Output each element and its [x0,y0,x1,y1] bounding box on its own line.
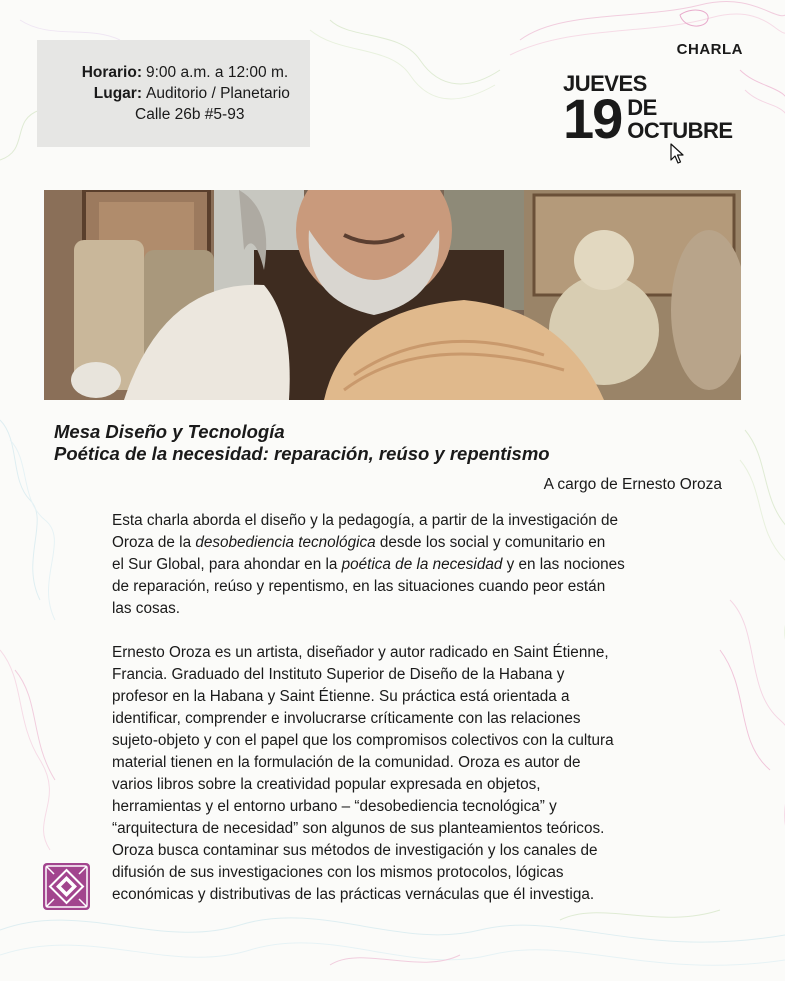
event-title-line2: Poética de la necesidad: reparación, reúso y repentismo [54,443,550,464]
bio-line: económicas y distributivas de las prácticas vernáculas que él investiga. [112,886,595,903]
place-row [77,83,310,104]
term-poetica: poética de la necesidad [341,556,503,573]
bio-line: varios libros sobre la creatividad popular expresada en objetos, [112,776,541,793]
schedule-info-box [37,40,310,147]
abstract-line: el Sur Global, para ahondar en la poética de la necesidad y en las nociones [112,556,625,573]
event-description [112,510,742,928]
speaker-photo [44,190,741,400]
date-de: DE [627,95,657,120]
place-value: Auditorio / Planetario [146,85,290,102]
bio-line: herramientas y el entorno urbano – “desobediencia tecnológica” y [112,798,557,815]
place-label: Lugar: [93,85,142,102]
abstract-line: Oroza de la desobediencia tecnológica desde los social y comunitario en [112,534,606,551]
event-date [563,71,733,150]
event-type-tag: CHARLA [676,41,743,58]
term-desobediencia: desobediencia tecnológica [195,534,376,551]
abstract-line: Esta charla aborda el diseño y la pedagogía, a partir de la investigación de [112,512,618,529]
schedule-label: Horario: [81,64,142,81]
bio-line: material tienen en la formulación de la comunidad. Oroza es autor de [112,754,581,771]
date-month-block [627,96,732,142]
date-day: 19 [563,87,622,150]
speaker-credit: A cargo de Ernesto Oroza [543,476,722,493]
bio-line: difusión de sus investigaciones con los mismos protocolos, lógicas [112,864,564,881]
abstract-line: las cosas. [112,600,181,617]
date-month: OCTUBRE [627,118,733,143]
event-title-line1: Mesa Diseño y Tecnología [54,421,285,442]
date-main [563,87,733,150]
bio-line: Ernesto Oroza es un artista, diseñador y autor radicado en Saint Étienne, [112,644,609,661]
bio-line: profesor en la Habana y Saint Étienne. Su práctica está orientada a [112,688,570,705]
schedule-row [77,62,310,83]
bio-line: identificar, comprender e involucrarse críticamente con las relaciones [112,710,581,727]
bio-line: Oroza busca contaminar sus métodos de investigación y los canales de [112,842,598,859]
bio-line: sujeto-objeto y con el papel que los compromisos colectivos con la cultura [112,732,614,749]
date-weekday: JUEVES [563,71,647,96]
bio-paragraph [112,642,742,906]
mouse-pointer-icon [670,143,686,165]
abstract-paragraph [112,510,742,620]
schedule-value: 9:00 a.m. a 12:00 m. [146,64,289,81]
bio-line: “arquitectura de necesidad” son algunos de sus planteamientos teóricos. [112,820,605,837]
institution-logo-icon [42,862,91,911]
event-title [54,421,550,465]
bio-line: Francia. Graduado del Instituto Superior de Diseño de la Habana y [112,666,565,683]
place-address: Calle 26b #5-93 [135,106,245,123]
abstract-line: de reparación, reúso y repentismo, en las situaciones cuando peor están [112,578,606,595]
